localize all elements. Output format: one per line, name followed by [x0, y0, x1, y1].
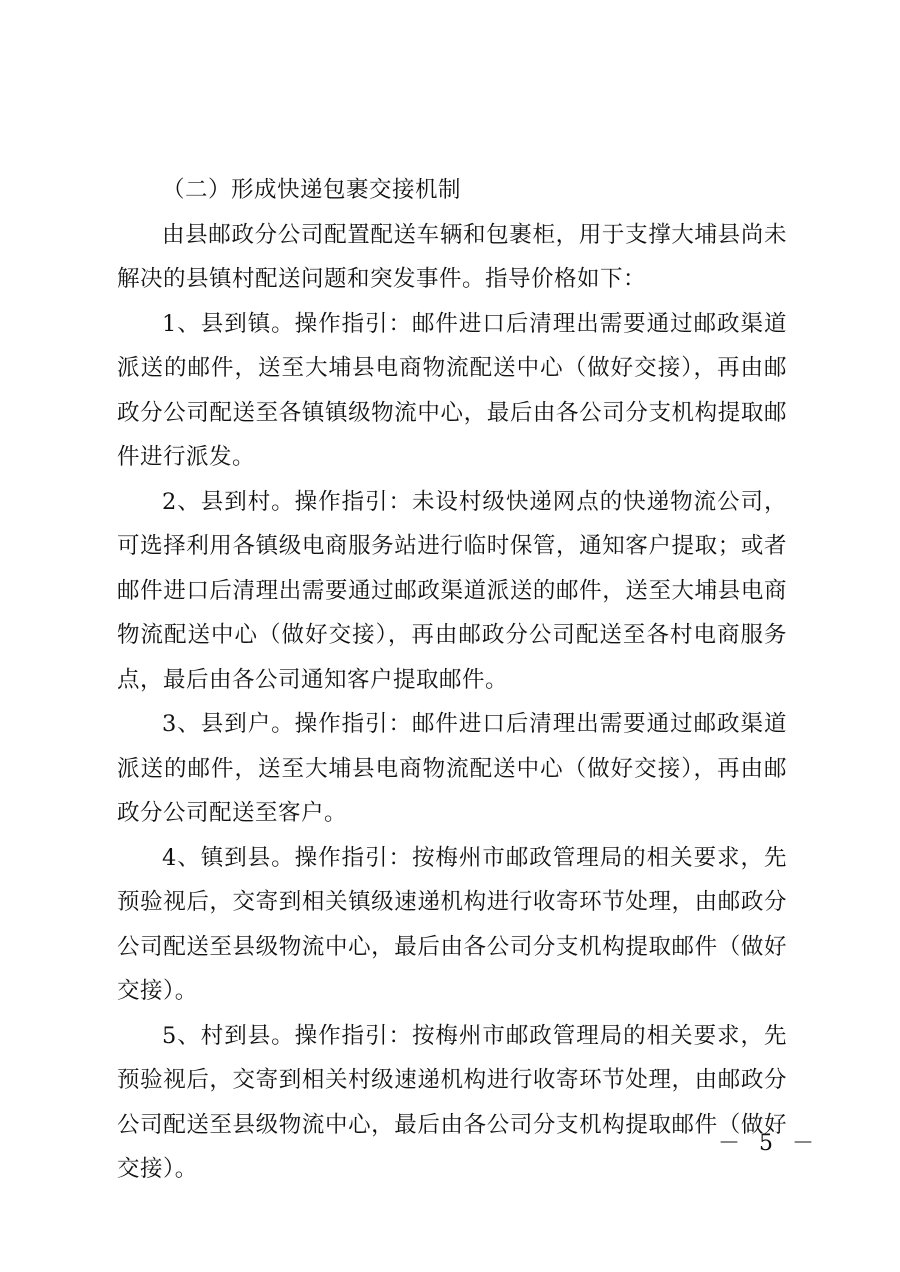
paragraph-county-to-village: 2、县到村。操作指引：未设村级快递网点的快递物流公司，可选择利用各镇级电商服务站进行临时保管，通知客户提取；或者邮件进口后清理出需要通过邮政渠道派送的邮件，送至大埔县电商物流配送中心（做好交接），再由邮政分公司配送至各村电商服务点，最后由各公司通知客户提取邮件。 [117, 488, 787, 693]
paragraph-county-to-town: 1、县到镇。操作指引：邮件进口后清理出需要通过邮政渠道派送的邮件，送至大埔县电商物流配送中心（做好交接），再由邮政分公司配送至各镇镇级物流中心，最后由各公司分支机构提取邮件进行派发。 [117, 310, 787, 470]
section-heading: （二）形成快递包裹交接机制 [162, 177, 462, 203]
document-body [117, 168, 787, 1192]
paragraph-intro: 由县邮政分公司配置配送车辆和包裹柜，用于支撑大埔县尚未解决的县镇村配送问题和突发事件。指导价格如下： [117, 221, 787, 292]
paragraph-county-to-household: 3、县到户。操作指引：邮件进口后清理出需要通过邮政渠道派送的邮件，送至大埔县电商物流配送中心（做好交接），再由邮政分公司配送至客户。 [117, 711, 787, 826]
page-number: － 5 － [718, 1131, 820, 1156]
paragraph-village-to-county: 5、村到县。操作指引：按梅州市邮政管理局的相关要求，先预验视后，交寄到相关村级速递机构进行收寄环节处理，由邮政分公司配送至县级物流中心，最后由各公司分支机构提取邮件（做好交接）。 [117, 1022, 787, 1182]
paragraph-town-to-county: 4、镇到县。操作指引：按梅州市邮政管理局的相关要求，先预验视后，交寄到相关镇级速递机构进行收寄环节处理，由邮政分公司配送至县级物流中心，最后由各公司分支机构提取邮件（做好交接）。 [117, 844, 787, 1004]
